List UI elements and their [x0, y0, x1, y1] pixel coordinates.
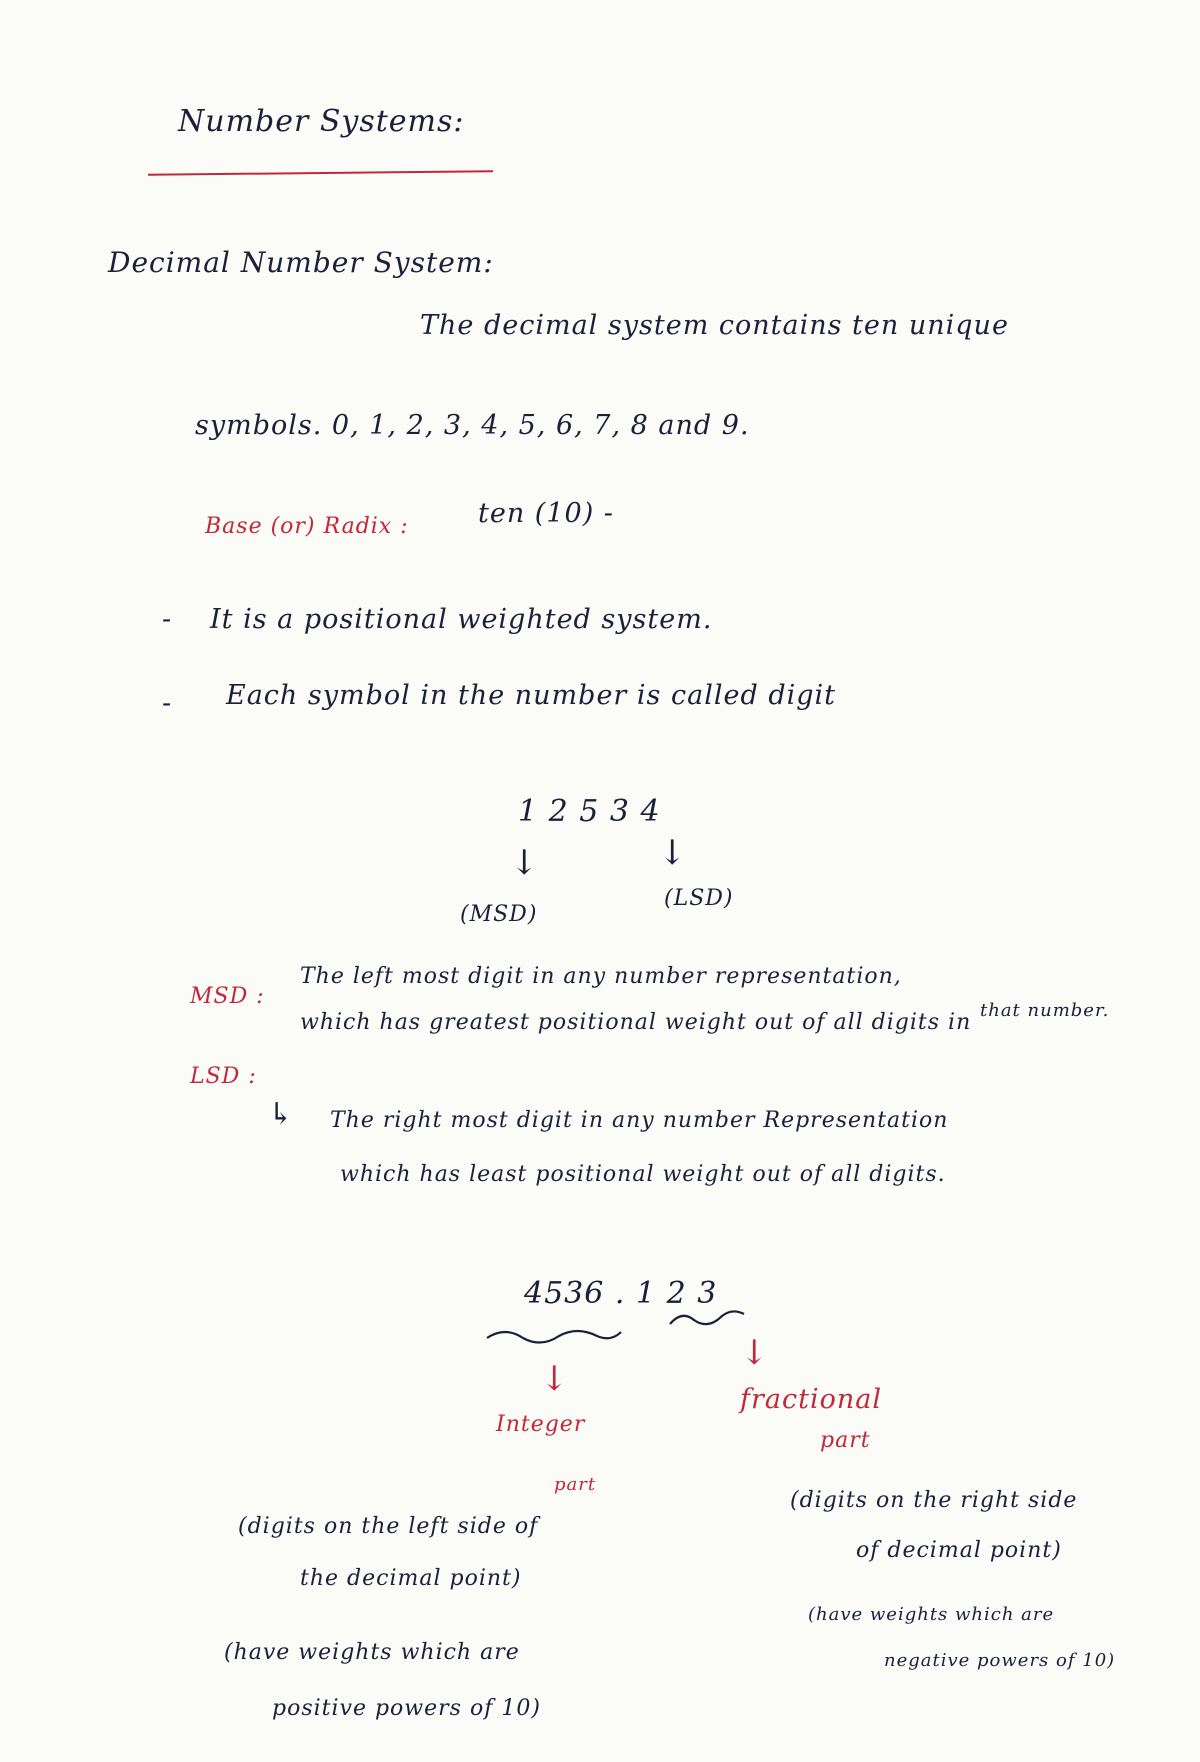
lsd-label: LSD : — [190, 1064, 257, 1089]
base-value: ten (10) - — [478, 498, 614, 529]
fractional-part-label: fractional — [740, 1384, 882, 1415]
bullet-2: Each symbol in the number is called digit — [226, 680, 837, 711]
bullet-1: It is a positional weighted system. — [210, 604, 713, 635]
integer-weight-1: (have weights which are — [224, 1640, 520, 1665]
integer-part-label: Integer — [496, 1412, 586, 1437]
lsd-marker: (LSD) — [664, 886, 734, 911]
fraction-weight-2: negative powers of 10) — [884, 1650, 1116, 1671]
page-title: Number Systems: — [178, 104, 465, 139]
lsd-line-2: which has least positional weight out of all digits. — [340, 1162, 946, 1187]
arrow-down-icon: ↓ — [658, 833, 687, 873]
fraction-weight-1: (have weights which are — [808, 1604, 1055, 1625]
fraction-brace-icon — [668, 1306, 748, 1332]
arrow-down-icon: ↓ — [540, 1359, 569, 1399]
fractional-part-label-2: part — [820, 1428, 871, 1453]
base-label: Base (or) Radix : — [205, 514, 409, 539]
example2-number: 4536 . 1 2 3 — [524, 1276, 718, 1311]
title-underline — [148, 170, 493, 176]
arrow-down-icon: ↓ — [510, 843, 539, 883]
intro-line-1: The decimal system contains ten unique — [420, 310, 1009, 341]
msd-line-1: The left most digit in any number representation, — [300, 964, 902, 989]
integer-desc-2: the decimal point) — [300, 1566, 522, 1591]
msd-line-3: that number. — [980, 1000, 1110, 1021]
msd-line-2: which has greatest positional weight out of all digits in — [300, 1010, 972, 1035]
integer-weight-2: positive powers of 10) — [272, 1696, 541, 1721]
corner-arrow-icon: ↳ — [268, 1097, 294, 1132]
intro-line-2: symbols. 0, 1, 2, 3, 4, 5, 6, 7, 8 and 9. — [195, 410, 750, 441]
fraction-desc-2: of decimal point) — [856, 1538, 1062, 1563]
integer-desc-1: (digits on the left side of — [238, 1514, 539, 1539]
msd-label: MSD : — [190, 984, 265, 1009]
bullet-dash: - — [162, 604, 173, 635]
arrow-down-icon: ↓ — [740, 1333, 769, 1373]
integer-brace-icon — [485, 1320, 625, 1350]
example-number: 1 2 5 3 4 — [518, 794, 661, 829]
integer-part-label-2: part — [554, 1474, 597, 1495]
fraction-desc-1: (digits on the right side — [790, 1488, 1078, 1513]
lsd-line-1: The right most digit in any number Representation — [330, 1108, 949, 1133]
section-heading: Decimal Number System: — [108, 246, 494, 279]
msd-marker: (MSD) — [460, 902, 538, 927]
bullet-dash: - — [162, 688, 173, 719]
